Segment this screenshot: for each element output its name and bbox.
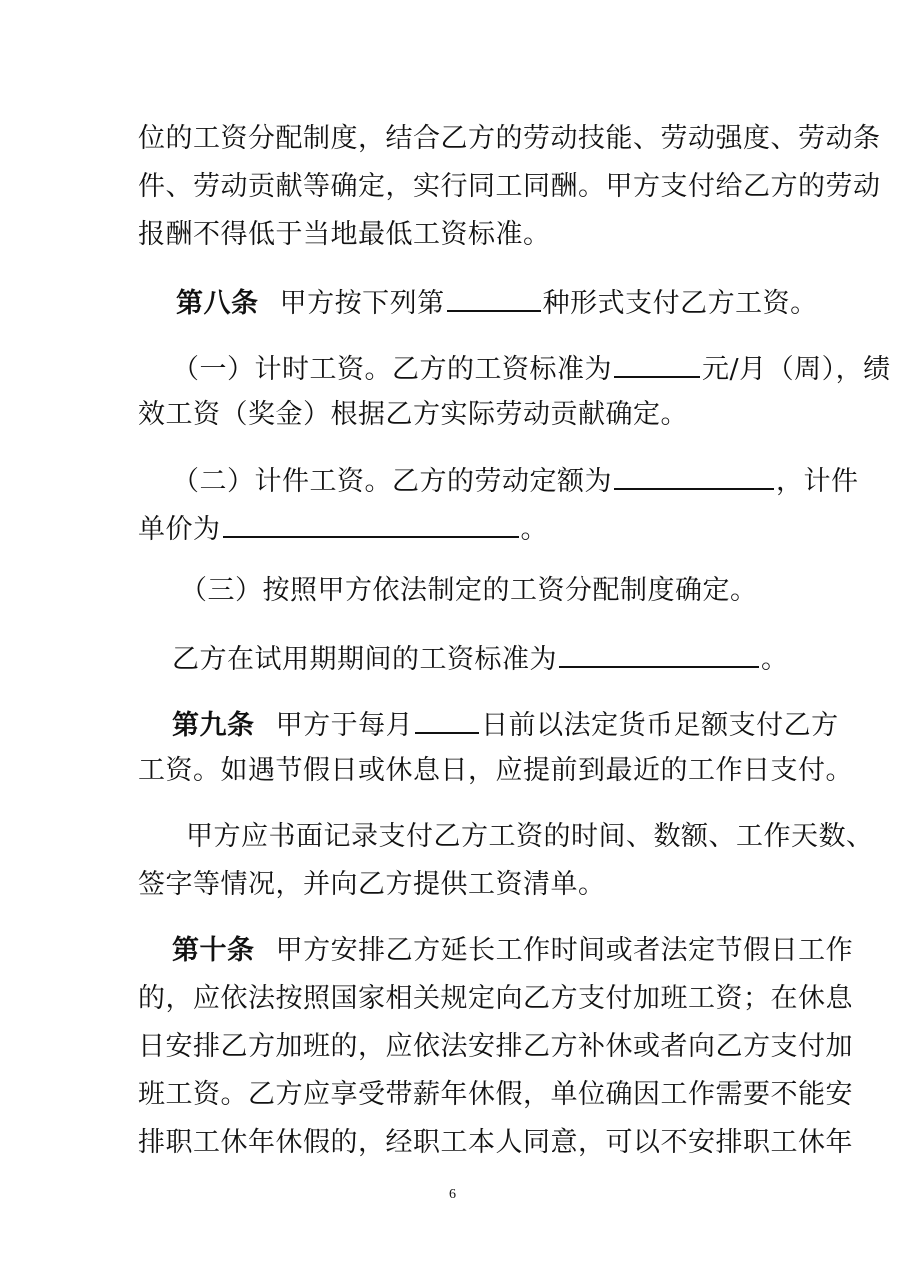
item-2 — [172, 462, 859, 496]
article-10-text: 甲方安排乙方延长工作时间或者法定节假日工作 — [275, 935, 854, 966]
item-1 — [172, 350, 891, 384]
probation-text: 。 — [761, 644, 789, 675]
paragraph-line: 甲方应书面记录支付乙方工资的时间、数额、工作天数、 — [186, 821, 874, 852]
blank-field[interactable] — [447, 284, 541, 312]
paragraph-line: 的，应依法按照国家相关规定向乙方支付加班工资；在休息 — [138, 983, 853, 1014]
blank-field[interactable] — [614, 350, 700, 378]
paragraph-line: 工资。如遇节假日或休息日，应提前到最近的工作日支付。 — [138, 755, 853, 786]
blank-field[interactable] — [415, 706, 479, 734]
paragraph-line: 报酬不得低于当地最低工资标准。 — [138, 219, 551, 250]
paragraph-line: 件、劳动贡献等确定，实行同工同酬。甲方支付给乙方的劳动 — [138, 171, 881, 202]
item-2-cont — [138, 510, 548, 544]
paragraph-line: （三）按照甲方依法制定的工资分配制度确定。 — [180, 575, 758, 606]
article-8-text: 甲方按下列第 — [279, 288, 445, 319]
paragraph-line: 班工资。乙方应享受带薪年休假，单位确因工作需要不能安 — [138, 1079, 853, 1110]
article-8-text: 种形式支付乙方工资。 — [542, 288, 818, 319]
item-1-text: （一）计时工资。乙方的工资标准为 — [172, 354, 612, 385]
page-number: 6 — [449, 1187, 456, 1202]
article-9-text: 日前以法定货币足额支付乙方 — [481, 710, 839, 741]
article-9-text: 甲方于每月 — [275, 710, 414, 741]
article-9-title: 第九条 — [172, 710, 255, 741]
article-10-title: 第十条 — [172, 935, 255, 966]
paragraph-line: 位的工资分配制度，结合乙方的劳动技能、劳动强度、劳动条 — [138, 123, 881, 154]
blank-field[interactable] — [614, 462, 774, 490]
article-8-title: 第八条 — [176, 288, 259, 319]
blank-field[interactable] — [559, 640, 759, 668]
item-1-text: 元/月（周），绩 — [702, 354, 891, 385]
article-9 — [172, 706, 839, 740]
article-10 — [172, 934, 853, 968]
paragraph-line: 效工资（奖金）根据乙方实际劳动贡献确定。 — [138, 399, 688, 430]
paragraph-line: 日安排乙方加班的，应依法安排乙方补休或者向乙方支付加 — [138, 1031, 853, 1062]
probation-line — [172, 640, 789, 674]
blank-field[interactable] — [223, 510, 519, 538]
article-8 — [176, 284, 818, 318]
paragraph-line: 排职工休年休假的，经职工本人同意，可以不安排职工休年 — [138, 1127, 853, 1158]
item-2-text: 单价为 — [138, 514, 221, 545]
item-2-text: 。 — [520, 514, 548, 545]
probation-text: 乙方在试用期期间的工资标准为 — [172, 644, 557, 675]
item-2-text: （二）计件工资。乙方的劳动定额为 — [172, 466, 612, 497]
item-2-text: ，计件 — [776, 466, 859, 497]
paragraph-line: 签字等情况，并向乙方提供工资清单。 — [138, 869, 606, 900]
